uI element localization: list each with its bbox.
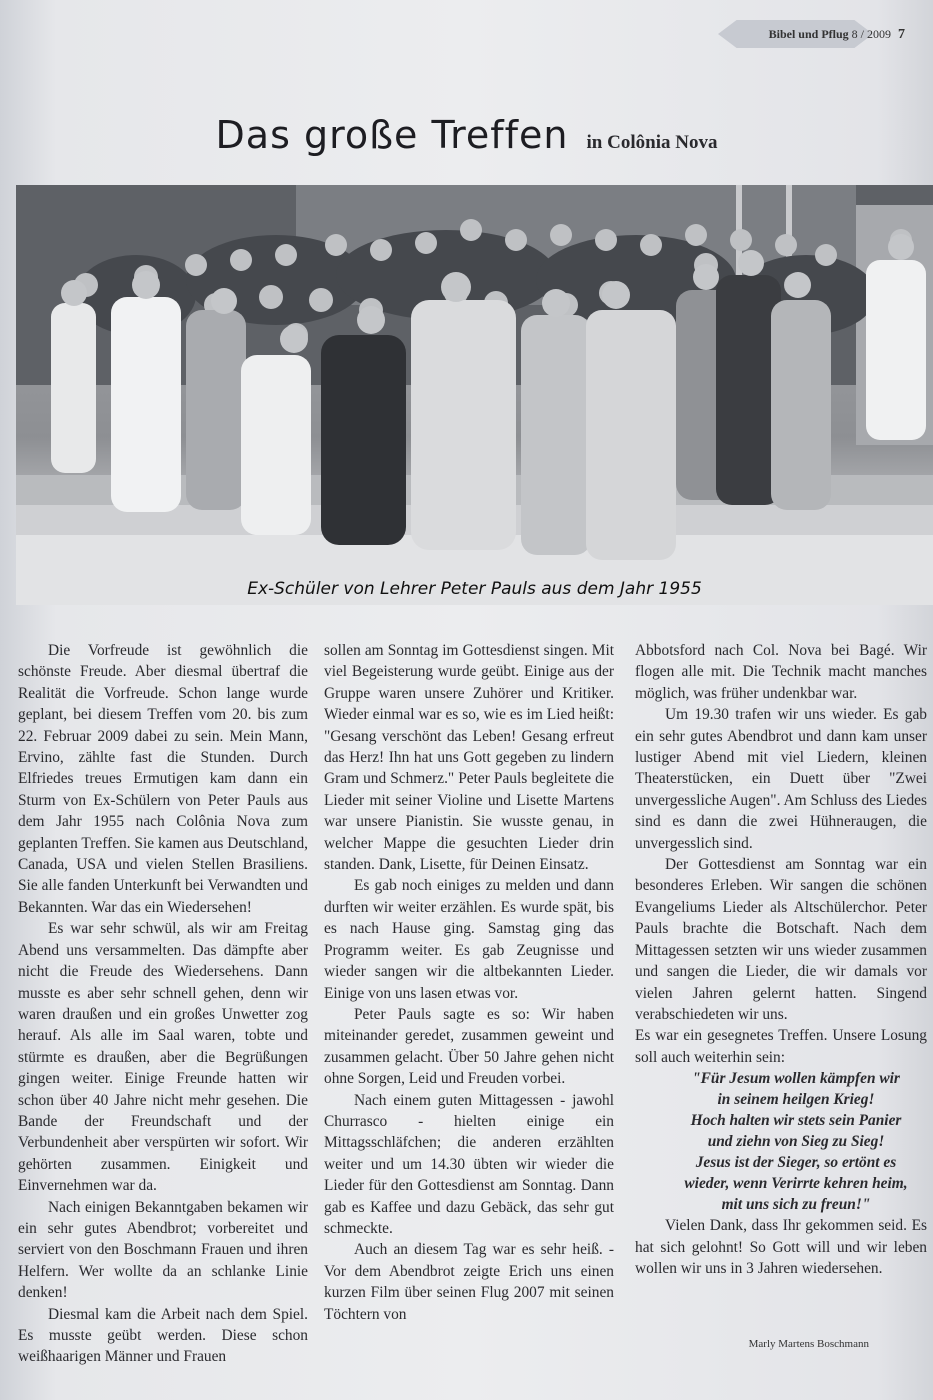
poem-line: in seinem heilgen Krieg! [717, 1091, 875, 1109]
poem-line: Hoch halten wir stets sein Panier [690, 1112, 902, 1130]
paragraph: Die Vorfreude ist gewöhnlich die schönste Freude. Aber diesmal übertraf die Realität die Vorfreude. Schon lange wurde geplant, bei diesem Treffen vom 20. bis zum 22. Februar 2009 dabei zu sein. Mein Mann, Ervino, zählte fast die Stunden. Durch Elfriedes treues Ermutigen kam dann ein Sturm von Ex-Schülern von Peter Pauls aus dem Jahr 1955 nach Colônia Nova zum geplanten Treffen. Sie kamen aus Deutschland, Canada, USA und vielen Stellen Brasiliens. Sie alle fanden Unterkunft bei Verwandten und Bekannten. War das ein Wiedersehen! [18, 642, 308, 916]
poem-line: wieder, wenn Verirrte kehren heim, [684, 1175, 908, 1193]
paragraph: Es gab noch einiges zu melden und dann durften wir weiter erzählen. Es wurde spät, bis es nach Hause ging. Samstag ging das Programm weiter. Es gab Zeugnisse und wieder sangen wir die altbekannten Lieder. Einige von uns lasen etwas vor. [324, 877, 614, 1002]
page-header [769, 27, 905, 43]
paragraph: Um 19.30 trafen wir uns wieder. Es gab ein sehr gutes Abendbrot und dann kam unser lustiger Abend mit viel Liedern, kleinen Theaterstücken, ein Duett über "Zwei unvergessliche Augen". Am Schluss des Liedes sind es dann die zwei Hühneraugen, die unvergesslich sind. [635, 706, 927, 852]
page-number: 7 [898, 27, 905, 42]
poem-line: mit uns sich zu freun!" [721, 1196, 871, 1214]
photo-caption: Ex-Schüler von Lehrer Peter Pauls aus dem Jahr 1955 [247, 579, 702, 599]
group-photo [16, 185, 933, 605]
paragraph: Nach einem guten Mittagessen - jawohl Churrasco - hielten einige ein Mittagsschläfchen; die anderen erzählten weiter und um 14.30 übten wir wieder die Lieder für den Gottesdienst am Sonntag. Dann gab es Kaffee und dazu Gebäck, das sehr gut schmeckte. [324, 1091, 614, 1237]
magazine-name: Bibel und Pflug [768, 27, 849, 41]
poem-line: und ziehn von Sieg zu Sieg! [707, 1133, 885, 1151]
article-subtitle: in Colônia Nova [586, 132, 718, 153]
paragraph: Abbotsford nach Col. Nova bei Bagé. Wir flogen alle mit. Die Technik macht manches möglich, was früher undenkbar war. [635, 642, 927, 702]
column-1 [18, 640, 308, 1368]
article-heading [0, 113, 933, 157]
paragraph: Diesmal kam die Arbeit nach dem Spiel. Es musste geübt werden. Diese schon weißhaarigen Männer und Frauen [18, 1305, 308, 1366]
author-signature: Marly Martens Boschmann [748, 1338, 869, 1350]
issue-number: 8 / 2009 [851, 27, 891, 41]
column-3 [635, 640, 927, 1279]
article-body [18, 640, 928, 1380]
paragraph: sollen am Sonntag im Gottesdienst singen. Mit viel Begeisterung wurde geübt. Einige aus der Gruppe waren unsere Zuhörer und Kritiker. Wieder einmal war es so, wie es im Lied heißt: "Gesang verschönt das Leben! Gesang erfreut das Herz! Ihn hat uns Gott gegeben zu lindern Gram und Schmerz." Peter Pauls begleitete die Lieder mit seiner Violine und Lisette Martens war unsere Pianistin. Sie wusste genau, in welcher Mappe die gesuchten Lieder drin standen. Dank, Lisette, für Deinen Einsatz. [324, 642, 614, 874]
poem-line: "Für Jesum wollen kämpfen wir [692, 1070, 900, 1088]
paragraph: Es war sehr schwül, als wir am Freitag Abend uns versammelten. Das dämpfte aber nicht die Freude des Wiedersehens. Dann musste es aber sehr schnell gehen, denn wir waren draußen und ein großes Unwetter zog herauf. Als alle im Saal waren, tobte und stürmte es draußen, aber die Begrüßungen gingen weiter. Einige Freunde hatten wir schon über 40 Jahre nicht mehr gesehen. Die Bande der Freundschaft und der Verbundenheit aber verspürten wir sofort. Wir gehörten zusammen. Einigkeit und Einvernehmen war da. [18, 920, 308, 1195]
paragraph: Nach einigen Bekanntgaben bekamen wir ein sehr gutes Abendbrot; vorbereitet und serviert von den Boschmann Frauen und ihren Helfern. Wer wollte da an schlanke Linie denken! [18, 1198, 308, 1302]
paragraph: Peter Pauls sagte es so: Wir haben miteinander geredet, zusammen geweint und zusammen gelacht. Über 50 Jahre gehen nicht ohne Sorgen, Leid und Freuden vorbei. [324, 1005, 614, 1088]
paragraph: Vielen Dank, dass Ihr gekommen seid. Es hat sich gelohnt! So Gott will und wir leben wollen wir uns in 3 Jahren wiedersehen. [635, 1217, 927, 1277]
poem [635, 1068, 927, 1215]
paragraph: Der Gottesdienst am Sonntag war ein besonderes Erleben. Wir sangen die schönen Evangeliums Lieder als Altschülerchor. Peter Pauls brachte die Botschaft. Nach dem Mittagessen setzten wir uns wieder zusammen und sangen die Lieder, die wir damals vor vielen Jahren gelernt hatten. Singend verabschiedeten wir uns. [635, 856, 927, 1023]
paragraph: Auch an diesem Tag war es sehr heiß. - Vor dem Abendbrot zeigte Erich uns einen kurzen Film über seinen Flug 2007 mit seinen Töchtern von [324, 1241, 614, 1323]
column-2 [324, 640, 614, 1325]
poem-line: Jesus ist der Sieger, so ertönt es [695, 1154, 897, 1172]
article-title: Das große Treffen [215, 113, 569, 157]
group-photo-illustration [16, 185, 933, 605]
paragraph: Es war ein gesegnetes Treffen. Unsere Losung soll auch weiterhin sein: [635, 1027, 927, 1066]
